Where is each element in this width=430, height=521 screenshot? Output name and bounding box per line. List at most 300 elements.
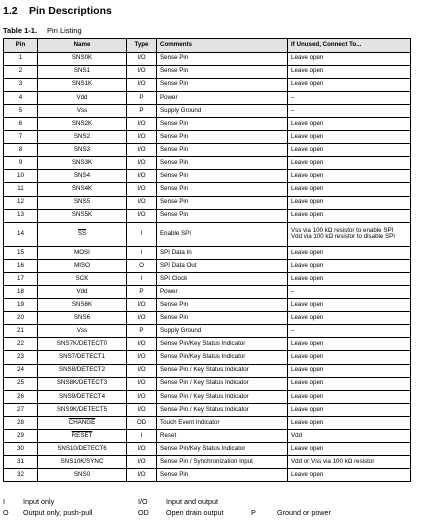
pin-if-unused-text: Leave open	[291, 392, 324, 400]
pin-name-cell-text: SNS9/DETECT4	[58, 392, 106, 400]
table-row	[4, 338, 411, 351]
table-row	[4, 259, 411, 272]
pin-if-unused-cell	[288, 91, 411, 104]
pin-number-cell	[4, 299, 38, 312]
pin-number-cell-text: 17	[17, 274, 24, 282]
pin-name-cell	[38, 104, 127, 117]
legend-item-output	[3, 508, 92, 517]
pin-if-unused-cell	[288, 430, 411, 443]
pin-if-unused-cell	[288, 157, 411, 170]
pin-name-cell	[38, 430, 127, 443]
pin-type-cell-text: I/O	[137, 444, 146, 452]
pin-if-unused-text: Leave open	[291, 313, 324, 321]
pin-name-cell-text: MOSI	[74, 248, 90, 256]
pin-name-cell	[38, 272, 127, 285]
pin-if-unused-cell	[288, 299, 411, 312]
pin-if-unused-text: Leave open	[291, 340, 324, 348]
table-row	[4, 456, 411, 469]
pin-comments-cell	[157, 91, 288, 104]
table-caption-title: Pin Listing	[47, 26, 82, 35]
pin-comments-cell	[157, 209, 288, 222]
pin-type-cell	[127, 117, 157, 130]
pin-name-cell	[38, 390, 127, 403]
pin-comments-cell	[157, 222, 288, 246]
table-row	[4, 272, 411, 285]
pin-if-unused-text: Leave open	[291, 67, 324, 75]
table-row	[4, 312, 411, 325]
pin-type-cell-text: P	[139, 287, 144, 295]
pin-type-cell	[127, 351, 157, 364]
pin-number-cell-text: 11	[17, 185, 24, 193]
pin-number-cell	[4, 259, 38, 272]
pin-type-cell-text: I	[140, 248, 143, 256]
pin-type-cell-text: I/O	[137, 458, 146, 466]
pin-comments-cell-text: Sense Pin / Synchronization Input	[160, 458, 253, 466]
pin-if-unused-text-line2: Vdd via 100 kΩ resistor to disable SPI	[291, 233, 396, 241]
pin-comments-cell-text: Enable SPI	[160, 229, 191, 237]
pin-name-cell	[38, 299, 127, 312]
pin-comments-cell-text: Sense Pin / Key Status Indicator	[160, 392, 249, 400]
pin-number-cell	[4, 78, 38, 91]
pin-number-cell-text: 23	[17, 353, 24, 361]
pin-comments-cell-text: Reset	[160, 431, 177, 439]
pin-name-cell-text: Vdd	[76, 93, 88, 101]
pin-if-unused-text: Leave open	[291, 145, 324, 153]
pin-comments-cell-text: Sense Pin	[160, 172, 189, 180]
pin-type-cell	[127, 443, 157, 456]
pin-name-cell	[38, 196, 127, 209]
pin-name-cell-text: $\overline{SS}$	[77, 229, 87, 237]
pin-comments-cell-text: Sense Pin	[160, 300, 189, 308]
pin-number-cell	[4, 377, 38, 390]
pin-comments-cell	[157, 443, 288, 456]
pin-if-unused-cell	[288, 65, 411, 78]
pin-if-unused-cell	[288, 286, 411, 299]
pin-number-cell-text: 12	[17, 198, 24, 206]
pin-if-unused-text: Vss via 100 kΩ resistor to enable SPI	[291, 226, 394, 234]
pin-comments-cell-text: Sense Pin	[160, 471, 189, 479]
pin-comments-cell	[157, 65, 288, 78]
pin-number-cell	[4, 456, 38, 469]
pin-if-unused-text: Leave open	[291, 185, 324, 193]
pin-number-cell	[4, 157, 38, 170]
pin-comments-cell	[157, 390, 288, 403]
pin-number-cell	[4, 351, 38, 364]
pin-if-unused-cell	[288, 196, 411, 209]
legend-code: P	[251, 508, 256, 517]
pin-comments-cell-text: Sense Pin	[160, 313, 189, 321]
pin-number-cell-text: 5	[18, 106, 23, 114]
pin-number-cell-text: 2	[18, 67, 23, 75]
pin-comments-cell-text: SPI Data In	[160, 248, 192, 256]
pin-name-cell	[38, 209, 127, 222]
pin-if-unused-cell	[288, 144, 411, 157]
pin-comments-cell	[157, 52, 288, 65]
pin-comments-cell	[157, 325, 288, 338]
pin-if-unused-cell	[288, 78, 411, 91]
pin-number-cell	[4, 131, 38, 144]
table-row	[4, 325, 411, 338]
pin-if-unused-text: Leave open	[291, 211, 324, 219]
pin-name-cell-text: SNS7K/DETECT0	[56, 340, 108, 348]
column-header-if-unused: If Unused, Connect To...	[288, 39, 411, 53]
pin-type-cell	[127, 170, 157, 183]
pin-if-unused-text: Vdd	[291, 431, 303, 439]
pin-type-cell	[127, 364, 157, 377]
pin-if-unused-text: –	[291, 93, 295, 101]
table-caption	[3, 26, 82, 35]
pin-type-cell	[127, 91, 157, 104]
pin-number-cell	[4, 170, 38, 183]
pin-number-cell-text: 32	[17, 471, 24, 479]
pin-type-cell-text: I	[140, 274, 143, 282]
pin-comments-cell	[157, 196, 288, 209]
legend-text: Input only	[23, 497, 55, 506]
pin-if-unused-cell	[288, 338, 411, 351]
pin-type-cell	[127, 259, 157, 272]
pin-comments-cell	[157, 338, 288, 351]
pin-name-cell-text: SNS5	[73, 198, 91, 206]
pin-number-cell	[4, 222, 38, 246]
pin-number-cell-text: 1	[18, 54, 23, 62]
pin-name-cell-text: SNS10K/SYNC	[60, 458, 104, 466]
pin-type-cell-text: I/O	[137, 119, 146, 127]
pin-number-cell-text: 10	[17, 172, 24, 180]
pin-type-cell-text: I/O	[137, 340, 146, 348]
legend-item-input	[3, 497, 54, 506]
pin-number-cell-text: 31	[17, 458, 24, 466]
pin-number-cell	[4, 403, 38, 416]
pin-comments-cell-text: Sense Pin	[160, 119, 189, 127]
pin-if-unused-text: Leave open	[291, 300, 324, 308]
pin-if-unused-cell	[288, 52, 411, 65]
pin-name-cell	[38, 131, 127, 144]
pin-if-unused-text: Leave open	[291, 379, 324, 387]
column-header-name: Name	[38, 39, 127, 53]
table-caption-label: Table 1-1.	[3, 26, 38, 35]
pin-number-cell	[4, 144, 38, 157]
table-row	[4, 469, 411, 482]
pin-if-unused-text: Leave open	[291, 366, 324, 374]
pin-type-cell	[127, 196, 157, 209]
pin-comments-cell-text: Sense Pin	[160, 145, 189, 153]
pin-name-cell-text: SNS4K	[71, 185, 93, 193]
pin-if-unused-text: Leave open	[291, 444, 324, 452]
pin-name-cell-text: SNS4	[73, 172, 91, 180]
pin-type-cell	[127, 144, 157, 157]
pin-if-unused-text: Leave open	[291, 159, 324, 167]
section-title: Pin Descriptions	[29, 5, 112, 17]
table-row	[4, 443, 411, 456]
pin-name-cell-text: SNS10/DETECT6	[57, 444, 107, 452]
pin-type-cell	[127, 222, 157, 246]
pin-type-cell	[127, 325, 157, 338]
pin-name-cell	[38, 312, 127, 325]
legend-text: Input and output	[166, 497, 218, 506]
pin-number-cell-text: 18	[17, 287, 24, 295]
pin-number-cell-text: 8	[18, 145, 23, 153]
pin-number-cell	[4, 209, 38, 222]
pin-type-cell	[127, 65, 157, 78]
pin-number-cell-text: 7	[18, 132, 23, 140]
pin-number-cell-text: 21	[17, 327, 24, 335]
pin-comments-cell-text: Sense Pin / Key Status Indicator	[160, 366, 249, 374]
pin-name-cell-text: SNS3	[73, 145, 91, 153]
pin-comments-cell-text: Sense Pin	[160, 132, 189, 140]
pin-if-unused-text: –	[291, 327, 295, 335]
pin-if-unused-text: Vdd or Vss via 100 kΩ resistor	[291, 458, 375, 466]
pin-comments-cell-text: Sense Pin	[160, 67, 189, 75]
pin-name-cell-text: SNS3K	[71, 159, 93, 167]
pin-comments-cell	[157, 117, 288, 130]
pin-number-cell	[4, 272, 38, 285]
pin-number-cell	[4, 430, 38, 443]
pin-if-unused-cell	[288, 456, 411, 469]
pin-name-cell	[38, 403, 127, 416]
pin-type-cell	[127, 209, 157, 222]
pin-name-cell	[38, 259, 127, 272]
pin-if-unused-cell	[288, 222, 411, 246]
pin-number-cell-text: 25	[17, 379, 24, 387]
pin-name-cell	[38, 364, 127, 377]
pin-type-cell	[127, 456, 157, 469]
table-row	[4, 157, 411, 170]
pin-name-cell-text: MISO	[74, 261, 90, 269]
pin-comments-cell	[157, 131, 288, 144]
pin-if-unused-cell	[288, 416, 411, 429]
pin-type-cell-text: I/O	[137, 67, 146, 75]
pin-if-unused-cell	[288, 209, 411, 222]
pin-if-unused-text: Leave open	[291, 198, 324, 206]
table-row	[4, 364, 411, 377]
pin-if-unused-cell	[288, 351, 411, 364]
legend-item-open-drain	[138, 508, 224, 517]
table-row	[4, 299, 411, 312]
pin-type-cell	[127, 299, 157, 312]
pin-name-cell	[38, 416, 127, 429]
pin-type-cell-text: I/O	[137, 366, 146, 374]
table-row	[4, 351, 411, 364]
pin-number-cell	[4, 416, 38, 429]
table-row	[4, 65, 411, 78]
pin-if-unused-text: Leave open	[291, 261, 324, 269]
pin-comments-cell-text: SPI Clock	[160, 274, 188, 282]
pin-type-cell	[127, 286, 157, 299]
pin-type-cell-text: I/O	[137, 172, 146, 180]
table-row	[4, 377, 411, 390]
pin-number-cell-text: 19	[17, 300, 24, 308]
table-body	[4, 52, 411, 482]
table-row	[4, 390, 411, 403]
pin-comments-cell-text: Power	[160, 287, 178, 295]
pin-number-cell-text: 4	[18, 93, 23, 101]
pin-name-cell-text: SNS2K	[71, 119, 93, 127]
pin-comments-cell	[157, 170, 288, 183]
pin-comments-cell	[157, 299, 288, 312]
table-row	[4, 117, 411, 130]
pin-comments-cell	[157, 403, 288, 416]
pin-type-cell	[127, 246, 157, 259]
pin-type-cell-text: I	[140, 229, 143, 237]
pin-comments-cell	[157, 430, 288, 443]
pin-number-cell	[4, 104, 38, 117]
pin-if-unused-cell	[288, 469, 411, 482]
legend-text: Output only, push-pull	[23, 508, 93, 517]
pin-comments-cell	[157, 351, 288, 364]
pin-type-cell-text: I/O	[137, 353, 146, 361]
pin-number-cell	[4, 117, 38, 130]
pin-number-cell-text: 22	[17, 340, 24, 348]
pin-comments-cell-text: Sense Pin/Key Status Indicator	[160, 444, 246, 452]
pin-type-cell-text: I/O	[137, 211, 146, 219]
pin-comments-cell-text: Sense Pin / Key Status Indicator	[160, 405, 249, 413]
pin-name-cell	[38, 222, 127, 246]
pin-type-cell	[127, 430, 157, 443]
pin-if-unused-text: Leave open	[291, 405, 324, 413]
pin-name-cell	[38, 170, 127, 183]
pin-name-cell	[38, 91, 127, 104]
pin-comments-cell-text: Sense Pin	[160, 185, 189, 193]
pin-if-unused-text: Leave open	[291, 132, 324, 140]
pin-name-cell	[38, 78, 127, 91]
pin-number-cell-text: 15	[17, 248, 24, 256]
pin-comments-cell-text: Supply Ground	[160, 327, 202, 335]
pin-number-cell-text: 3	[18, 80, 23, 88]
pin-comments-cell	[157, 416, 288, 429]
pin-comments-cell-text: Sense Pin	[160, 54, 189, 62]
pin-comments-cell	[157, 377, 288, 390]
pin-type-cell-text: I/O	[137, 405, 146, 413]
pin-comments-cell	[157, 183, 288, 196]
pin-number-cell-text: 24	[17, 366, 24, 374]
pin-name-cell	[38, 377, 127, 390]
section-heading	[3, 5, 112, 17]
pin-number-cell-text: 9	[18, 159, 23, 167]
pin-if-unused-text: Leave open	[291, 353, 324, 361]
pin-type-cell-text: I/O	[137, 471, 146, 479]
pin-type-cell-text: O	[139, 261, 144, 269]
table-row	[4, 52, 411, 65]
pin-comments-cell	[157, 144, 288, 157]
pin-name-cell-text: SNS9K/DETECT5	[56, 405, 108, 413]
pin-if-unused-cell	[288, 390, 411, 403]
pin-type-cell-text: I/O	[137, 80, 146, 88]
pin-comments-cell	[157, 286, 288, 299]
table-row	[4, 78, 411, 91]
pin-type-cell-text: I	[140, 431, 143, 439]
pin-number-cell	[4, 325, 38, 338]
pin-type-cell	[127, 131, 157, 144]
legend-text: Open drain output	[166, 508, 224, 517]
pin-comments-cell-text: Sense Pin	[160, 80, 189, 88]
pin-if-unused-text: Leave open	[291, 54, 324, 62]
table-row	[4, 104, 411, 117]
pin-type-cell	[127, 52, 157, 65]
legend-text: Ground or power	[277, 508, 331, 517]
pin-if-unused-text: Leave open	[291, 119, 324, 127]
pin-number-cell	[4, 312, 38, 325]
pin-type-cell	[127, 312, 157, 325]
pin-name-cell-text: Vdd	[76, 287, 88, 295]
pin-number-cell	[4, 196, 38, 209]
pin-number-cell-text: 14	[17, 229, 24, 237]
pin-if-unused-cell	[288, 170, 411, 183]
legend-item-power	[251, 508, 331, 517]
pin-type-cell-text: I/O	[137, 159, 146, 167]
legend-code: I/O	[138, 497, 148, 506]
pin-comments-cell	[157, 469, 288, 482]
pin-name-cell	[38, 117, 127, 130]
pin-if-unused-cell	[288, 364, 411, 377]
pin-name-cell	[38, 456, 127, 469]
pin-name-cell	[38, 469, 127, 482]
pin-if-unused-cell	[288, 325, 411, 338]
legend-code: O	[3, 508, 9, 517]
pin-if-unused-cell	[288, 131, 411, 144]
pin-type-cell-text: I/O	[137, 313, 146, 321]
pin-name-cell	[38, 65, 127, 78]
pin-if-unused-cell	[288, 117, 411, 130]
pin-if-unused-text: –	[291, 106, 295, 114]
pin-if-unused-cell	[288, 377, 411, 390]
pin-name-cell-text: Vss	[76, 327, 88, 335]
pin-if-unused-text: Leave open	[291, 471, 324, 479]
pin-type-cell	[127, 403, 157, 416]
pin-type-cell	[127, 416, 157, 429]
table-row	[4, 430, 411, 443]
pin-comments-cell-text: Sense Pin/Key Status Indicator	[160, 353, 246, 361]
pin-comments-cell-text: Sense Pin/Key Status Indicator	[160, 340, 246, 348]
pin-if-unused-cell	[288, 104, 411, 117]
table-row	[4, 222, 411, 246]
pin-comments-cell	[157, 104, 288, 117]
pin-comments-cell	[157, 312, 288, 325]
pin-name-cell-text: RESET	[71, 431, 93, 439]
table-row	[4, 144, 411, 157]
legend-code: I	[3, 497, 5, 506]
pin-type-cell-text: OD	[136, 418, 147, 426]
pin-comments-cell	[157, 259, 288, 272]
pin-if-unused-text: Leave open	[291, 80, 324, 88]
pin-type-cell-text: I/O	[137, 379, 146, 387]
pin-name-cell	[38, 338, 127, 351]
pin-type-cell-text: I/O	[137, 185, 146, 193]
pin-comments-cell	[157, 246, 288, 259]
pin-if-unused-cell	[288, 403, 411, 416]
table-row	[4, 246, 411, 259]
pin-name-cell-text: Vss	[76, 106, 88, 114]
pin-name-cell-text: SNS2	[73, 132, 91, 140]
table-row	[4, 91, 411, 104]
pin-if-unused-cell	[288, 183, 411, 196]
pin-type-cell-text: I/O	[137, 54, 146, 62]
pin-if-unused-text: Leave open	[291, 172, 324, 180]
table-row	[4, 131, 411, 144]
pin-comments-cell	[157, 157, 288, 170]
pin-type-cell	[127, 469, 157, 482]
pin-type-cell	[127, 377, 157, 390]
pin-comments-cell-text: Sense Pin	[160, 159, 189, 167]
table-row	[4, 183, 411, 196]
pin-number-cell	[4, 390, 38, 403]
pin-number-cell-text: 26	[17, 392, 24, 400]
pin-number-cell	[4, 246, 38, 259]
pin-number-cell	[4, 52, 38, 65]
pin-name-cell	[38, 351, 127, 364]
pin-comments-cell-text: Power	[160, 93, 178, 101]
pin-if-unused-cell	[288, 312, 411, 325]
legend-code: OD	[138, 508, 149, 517]
